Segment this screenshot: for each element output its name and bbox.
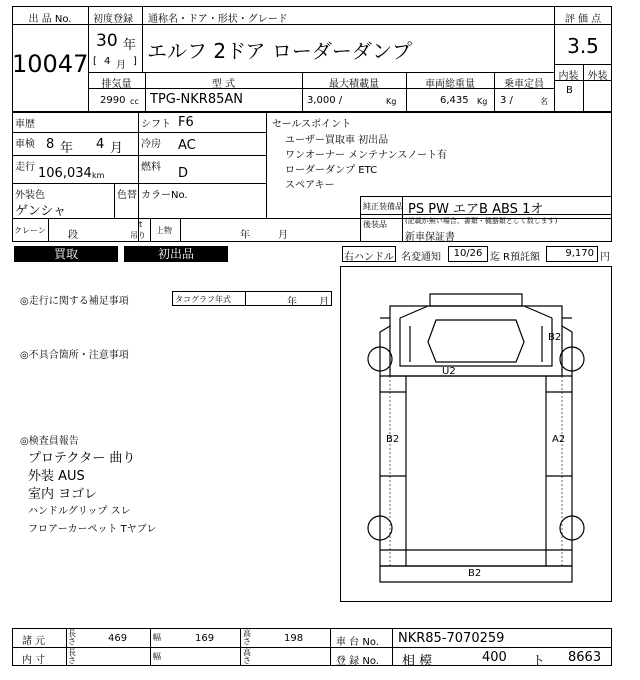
inspector-item: 外装 AUS [28, 469, 85, 484]
inspector-item: ハンドルグリップ スレ [28, 506, 131, 517]
inner-width-label: 幅 [153, 652, 161, 661]
fuel: D [178, 166, 189, 181]
color-no-label: カラーNo. [141, 190, 188, 201]
inspector-label: ◎検査員報告 [20, 436, 79, 447]
recycle-amount: 9,170 [565, 248, 594, 259]
crane-hang-label: 吊り [130, 231, 146, 240]
defects-label: ◎不具合箇所・注意事項 [20, 350, 129, 361]
recycle-unit: 円 [600, 252, 610, 263]
sales-point: ローダーダンプ ETC [285, 165, 378, 176]
displacement-unit: cc [130, 97, 139, 106]
diagram-mark: U2 [442, 366, 456, 377]
interior-grade-label: 内装 [558, 71, 579, 82]
inspector-item: 室内 ヨゴレ [28, 487, 98, 502]
mileage-label: 走行 [15, 162, 35, 173]
inspection-label: 車検 [15, 139, 35, 150]
aftermarket: 新車保証書 [405, 232, 455, 243]
inspector-item: フロアーカーペット Tヤブレ [28, 524, 157, 535]
displacement-label: 排気量 [101, 79, 132, 90]
max-load-unit: Kg [386, 97, 397, 106]
capacity: 3 / [500, 95, 513, 106]
ext-color: ゲンシャ [15, 204, 67, 219]
displacement: 2990 [100, 95, 126, 106]
crane-label: クレーン [14, 226, 46, 235]
height: 198 [284, 633, 304, 644]
reg-month-open: [ [93, 56, 97, 67]
gross-weight-label: 車両総重量 [425, 79, 475, 90]
inner-height-label: 高さ [243, 648, 251, 665]
recycle-label: R預託額 [503, 252, 540, 263]
height-label: 高さ [243, 629, 251, 646]
length: 469 [108, 633, 128, 644]
gross-weight-unit: Kg [477, 97, 488, 106]
genuine-equipment: PS PW エアB ABS 1オ [408, 202, 544, 217]
name-change-suffix: 迄 [490, 252, 500, 263]
buyback-badge: 買取 [14, 246, 118, 262]
diagram-mark: B2 [548, 332, 562, 343]
driving-notes-label: ◎走行に関する補足事項 [20, 296, 129, 307]
history-label: 車歴 [15, 119, 35, 130]
crane-ton-label: t [139, 220, 143, 229]
exterior-grade-label: 外装 [587, 71, 608, 82]
length-label: 長さ [68, 629, 76, 646]
width-label: 幅 [153, 633, 161, 642]
gross-weight: 6,435 [440, 95, 469, 106]
sales-point: ワンオーナー メンテナンスノート有 [285, 150, 448, 161]
right-handle: 右ハンドル [344, 252, 394, 263]
sales-points-label: セールスポイント [272, 119, 352, 130]
loading-label: 上物 [156, 226, 172, 235]
tachograph-month-unit: 月 [319, 297, 329, 308]
inspection-year: 8 [46, 137, 55, 152]
chassis-label: 車 台 No. [336, 637, 379, 648]
reg-year-unit: 年 [123, 38, 137, 53]
inspection-month-unit: 月 [110, 141, 124, 156]
tachograph-label: タコグラフ年式 [175, 295, 231, 304]
model: TPG-NKR85AN [150, 92, 243, 107]
crane-stage-unit: 段 [68, 230, 78, 241]
loading-month-unit: 月 [278, 230, 288, 241]
reg-label: 登 録 No. [336, 656, 379, 667]
max-load-label: 最大積載量 [329, 79, 379, 90]
reg-month-unit: 月 [116, 60, 126, 71]
model-desc-label: 通称名・ドア・形状・グレード [148, 14, 288, 25]
inspection-year-unit: 年 [60, 141, 74, 156]
sales-point: ユーザー買取車 初出品 [285, 135, 389, 146]
chassis: NKR85-7070259 [398, 631, 505, 646]
shift: F6 [178, 115, 194, 130]
capacity-unit: 名 [540, 97, 548, 106]
diagram-mark: B2 [386, 434, 400, 445]
color-change-label: 色替 [117, 190, 137, 201]
reg-year: 30 [96, 31, 118, 51]
inspector-item: プロテクター 曲り [28, 451, 136, 466]
aftermarket-label: 後装品 [363, 220, 387, 229]
name-change-label: 名変通知 [401, 252, 441, 263]
loading-year-unit: 年 [240, 230, 250, 241]
first-listing-badge: 初出品 [124, 246, 228, 262]
interior-grade: B [566, 85, 573, 96]
mileage-unit: km [92, 171, 105, 180]
ac: AC [178, 138, 196, 153]
tachograph-year-unit: 年 [287, 297, 297, 308]
model-label: 型 式 [211, 79, 236, 90]
diagram-mark: A2 [552, 434, 566, 445]
width: 169 [195, 633, 215, 644]
lot-no: 10047 [12, 50, 89, 78]
lot-no-label: 出 品 No. [28, 14, 72, 25]
reg-month: 4 [104, 56, 111, 67]
inner-dims-label: 内 寸 [22, 655, 46, 666]
first-reg-label: 初度登録 [93, 14, 133, 25]
inspection-month: 4 [96, 137, 105, 152]
capacity-label: 乗車定員 [504, 79, 544, 90]
mileage: 106,034 [38, 166, 92, 181]
ac-label: 冷房 [141, 139, 161, 150]
reg-number: 8663 [568, 650, 602, 665]
sales-point: スペアキー [285, 180, 335, 191]
reg-area: 相 模 [402, 654, 433, 669]
fuel-label: 燃料 [141, 162, 161, 173]
score-label: 評 価 点 [564, 14, 602, 25]
shift-label: シフト [141, 119, 171, 130]
max-load: 3,000 / [307, 95, 343, 106]
reg-kana: ト [532, 654, 546, 669]
diagram-mark: B2 [468, 568, 482, 579]
dims-label: 諸 元 [22, 636, 46, 647]
aftermarket-note: (記載が無い場合、書類・機器類としく数します) [405, 217, 558, 225]
score: 3.5 [567, 34, 599, 58]
ext-color-label: 外装色 [15, 190, 45, 201]
car-name: エルフ 2ドア ローダーダンプ [147, 39, 413, 63]
vehicle-damage-diagram [340, 266, 612, 602]
reg-month-close: ] [133, 56, 137, 67]
name-change-date: 10/26 [453, 248, 483, 259]
reg-class: 400 [482, 650, 507, 665]
inner-length-label: 長さ [68, 648, 76, 665]
genuine-label: 純正装備品 [363, 202, 403, 211]
